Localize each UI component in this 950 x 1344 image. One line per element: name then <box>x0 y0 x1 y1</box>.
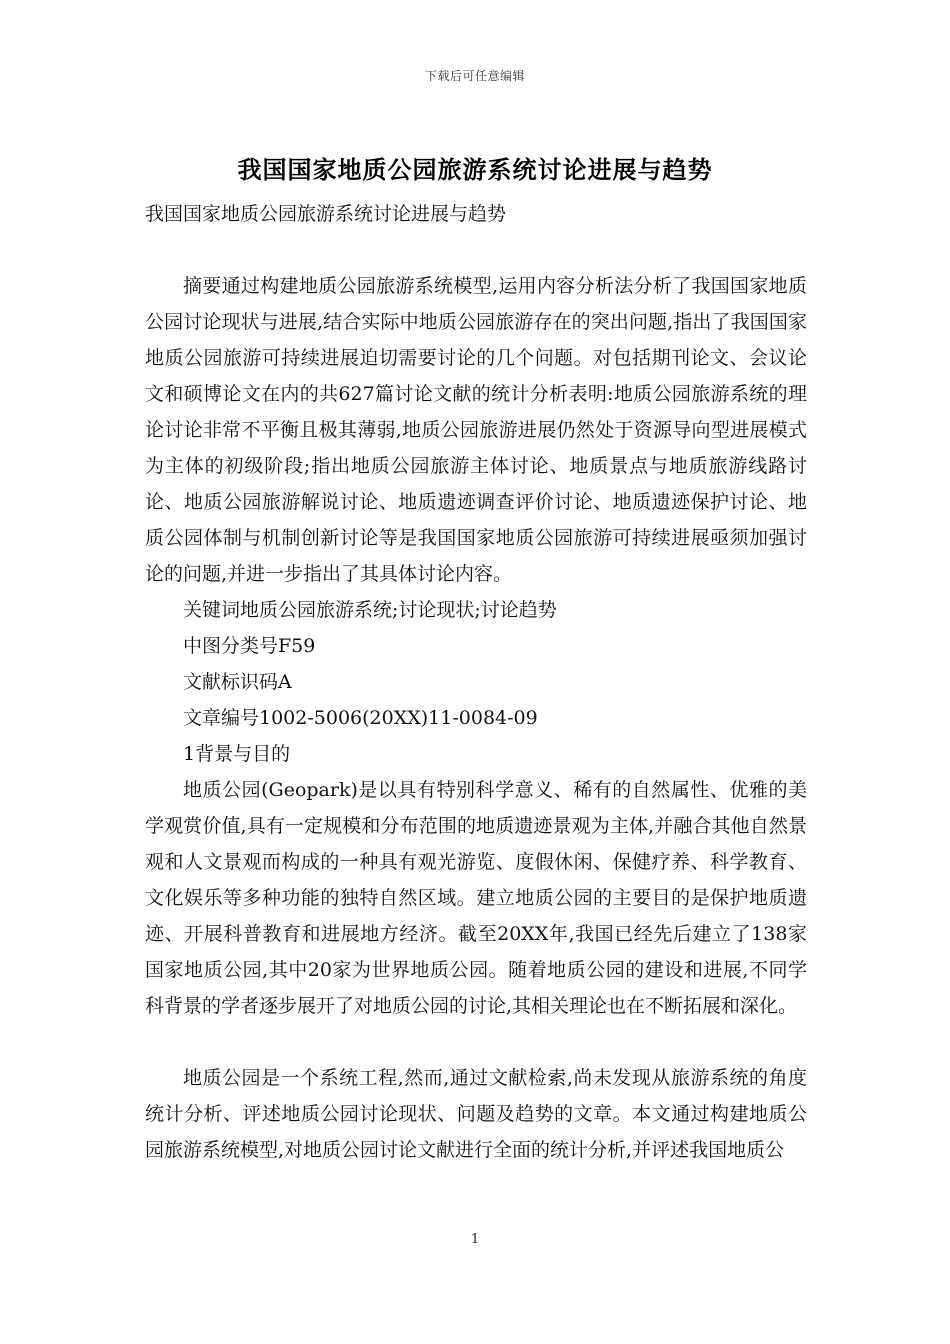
page-header: 下载后可任意编辑 <box>424 69 525 83</box>
document-body <box>145 196 807 1168</box>
keywords-line: 关键词地质公园旅游系统;讨论现状;讨论趋势 <box>183 599 557 621</box>
clc-number-line: 中图分类号F59 <box>183 635 316 657</box>
document-title: 我国国家地质公园旅游系统讨论进展与趋势 <box>237 155 713 184</box>
blank-line <box>145 232 807 268</box>
page-number: 1 <box>470 1232 480 1247</box>
body-paragraph-1: 地质公园(Geopark)是以具有特别科学意义、稀有的自然属性、优雅的美学观赏价值,具有一定规模和分布范围的地质遗迹景观为主体,并融合其他自然景观和人文景观而构成的一种具有观光游览、度假休闲、保健疗养、科学教育、文化娱乐等多种功能的独特自然区域。建立地质公园的主要目的是保护地质遗迹、开展科普教育和进展地方经济。截至20XX年,我国已经先后建立了138家国家地质公园,其中20家为世界地质公园。随着地质公园的建设和进展,不同学科背景的学者逐步展开了对地质公园的讨论,其相关理论也在不断拓展和深化。 <box>145 779 807 1017</box>
blank-line <box>145 1024 807 1060</box>
document-subtitle: 我国国家地质公园旅游系统讨论进展与趋势 <box>145 203 507 225</box>
article-number-line: 文章编号1002-5006(20XX)11-0084-09 <box>183 707 538 729</box>
body-paragraph-2: 地质公园是一个系统工程,然而,通过文献检索,尚未发现从旅游系统的角度统计分析、评述地质公园讨论现状、问题及趋势的文章。本文通过构建地质公园旅游系统模型,对地质公园讨论文献进行全面的统计分析,并评述我国地质公 <box>145 1067 807 1161</box>
section-heading: 1背景与目的 <box>183 743 291 765</box>
abstract-paragraph: 摘要通过构建地质公园旅游系统模型,运用内容分析法分析了我国国家地质公园讨论现状与进展,结合实际中地质公园旅游存在的突出问题,指出了我国国家地质公园旅游可持续进展迫切需要讨论的几个问题。对包括期刊论文、会议论文和硕博论文在内的共627篇讨论文献的统计分析表明:地质公园旅游系统的理论讨论非常不平衡且极其薄弱,地质公园旅游进展仍然处于资源导向型进展模式为主体的初级阶段;指出地质公园旅游主体讨论、地质景点与地质旅游线路讨论、地质公园旅游解说讨论、地质遗迹调查评价讨论、地质遗迹保护讨论、地质公园体制与机制创新讨论等是我国国家地质公园旅游可持续进展亟须加强讨论的问题,并进一步指出了其具体讨论内容。 <box>145 275 807 585</box>
doc-code-line: 文献标识码A <box>183 671 292 693</box>
